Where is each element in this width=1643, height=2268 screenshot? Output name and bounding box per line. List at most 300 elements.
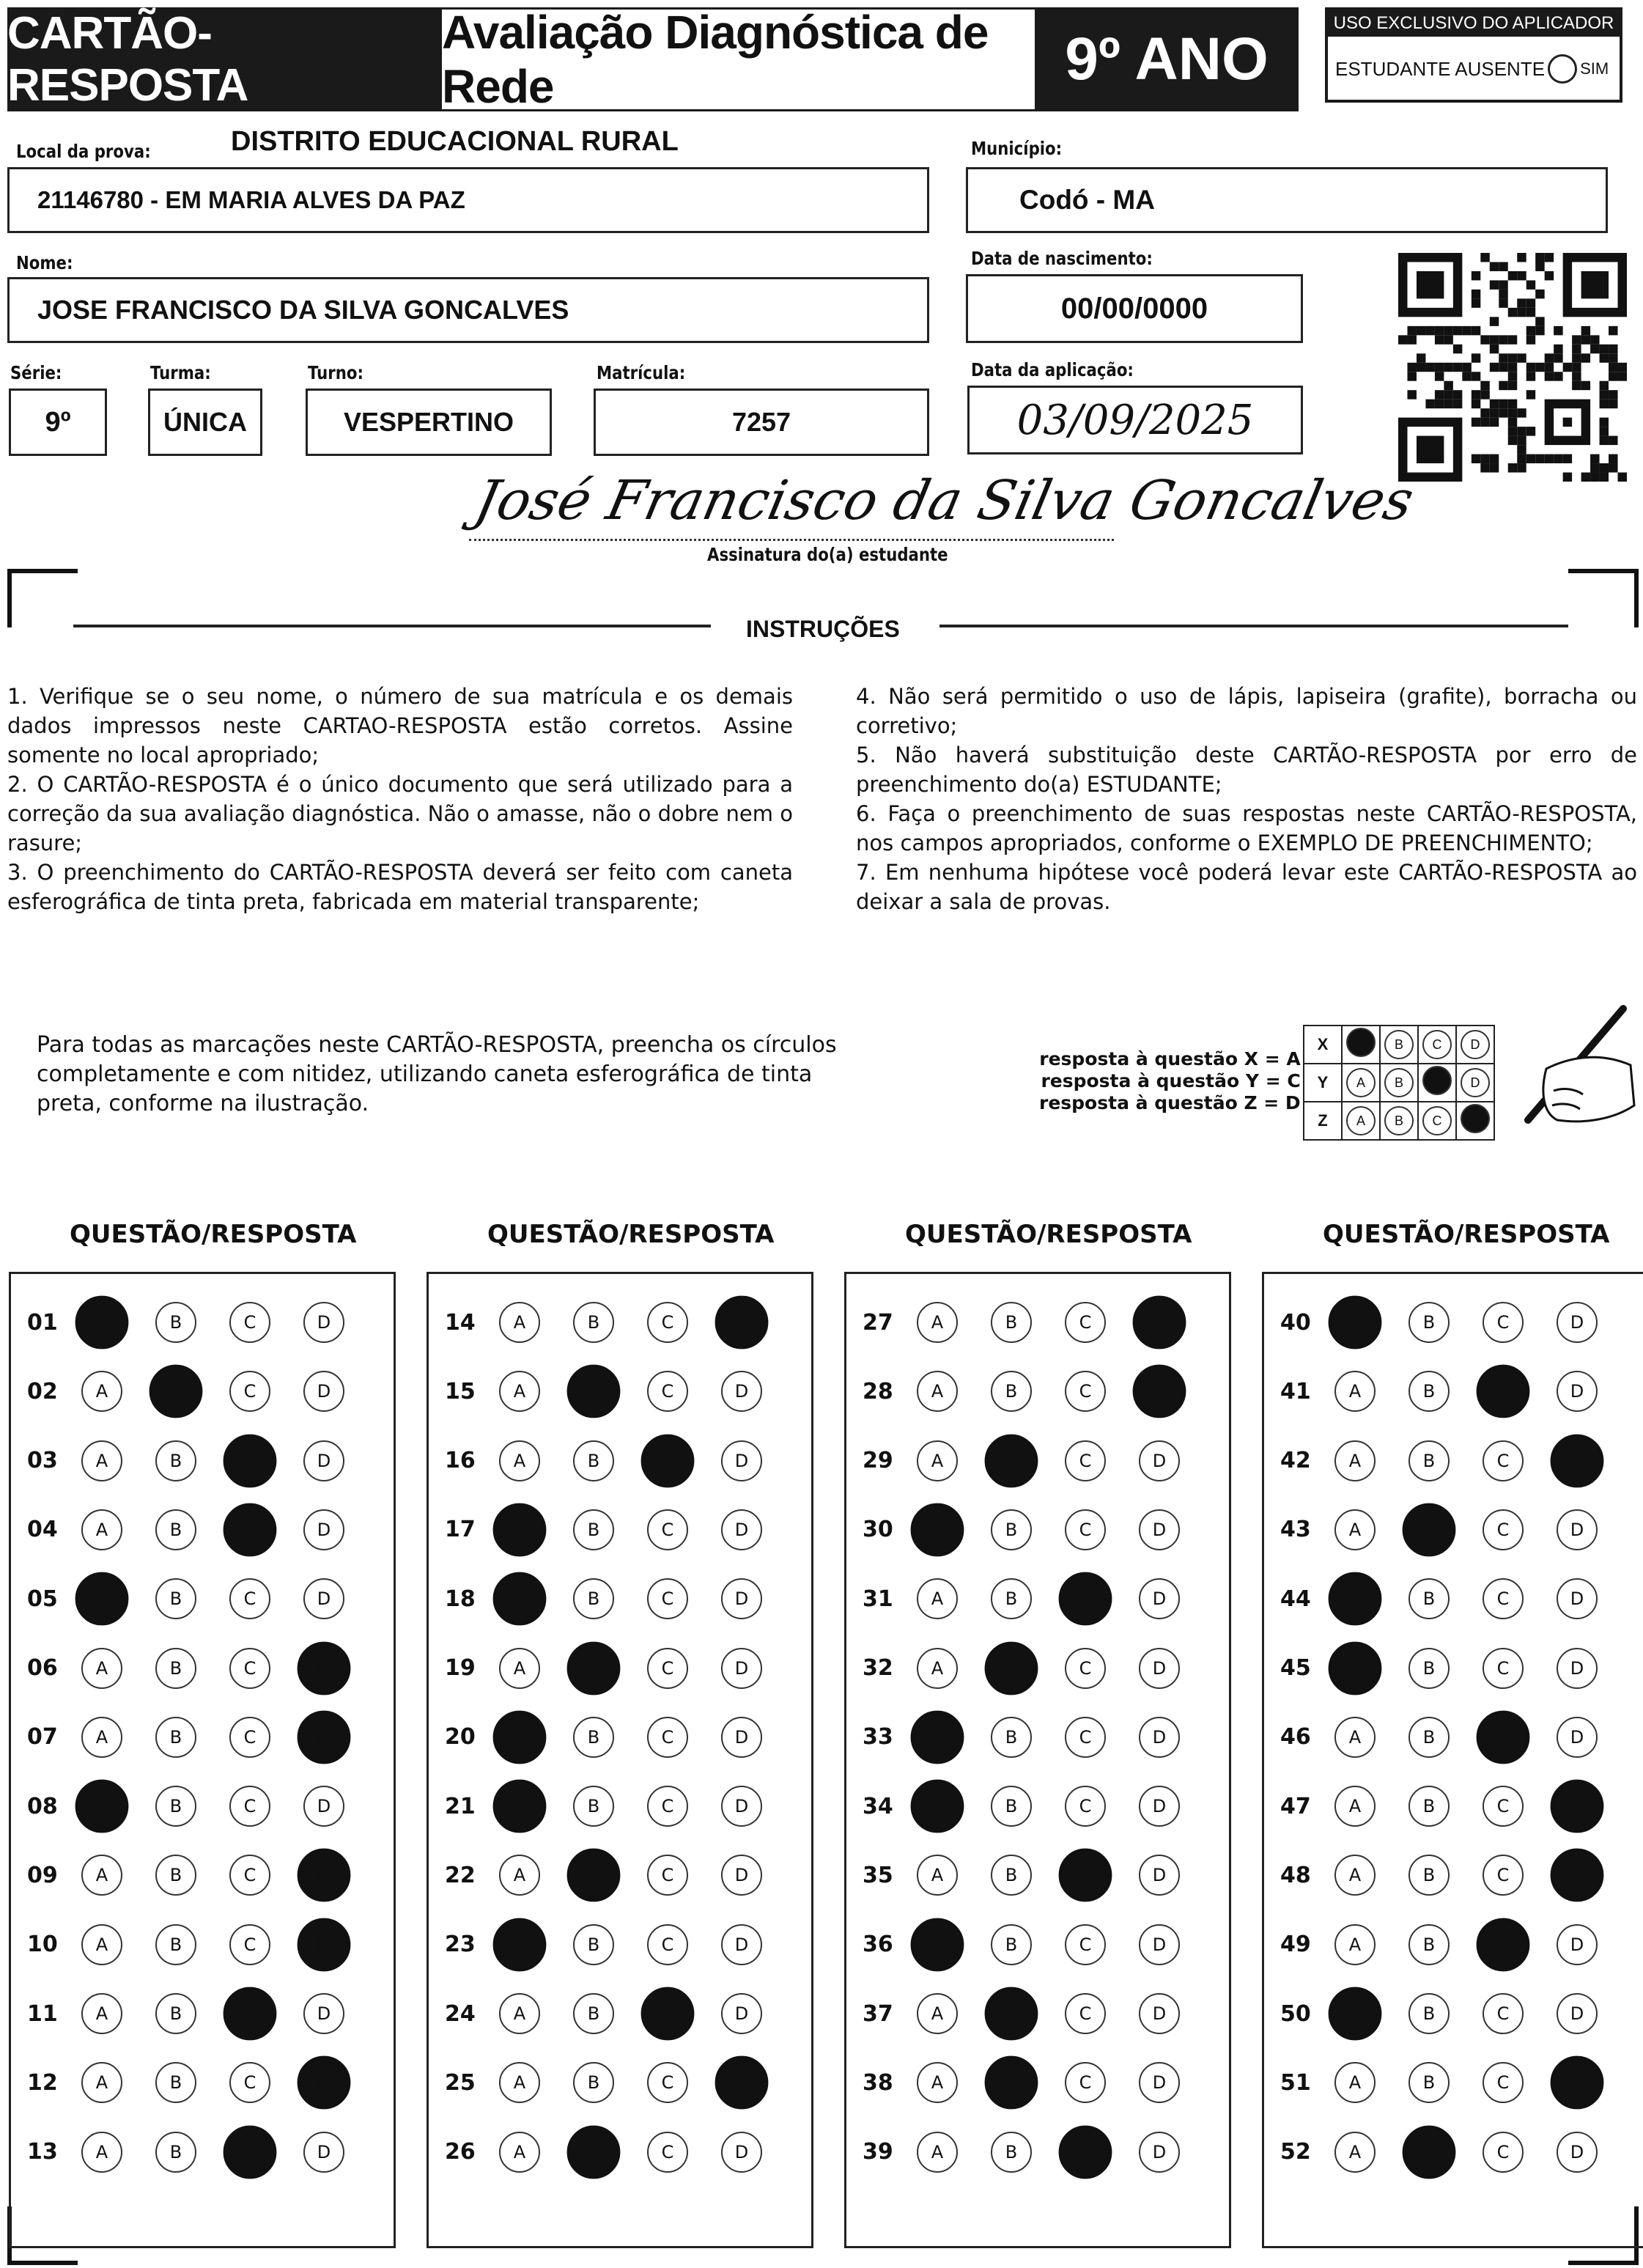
answer-bubble[interactable]: A (1334, 2062, 1376, 2103)
answer-bubble[interactable]: D (1557, 1578, 1598, 1619)
answer-bubble[interactable]: D (303, 1440, 344, 1481)
instruction-1: 1. Verifique se o seu nome, o número de sua matrícula e os demais dados impressos neste CARTAO-RESPOSTA estão corretos. Assine somente no local apropriado; (7, 684, 793, 767)
example-row (1304, 1102, 1494, 1140)
answer-bubble[interactable]: B (155, 1648, 196, 1689)
example-bubble: C (1422, 1106, 1452, 1135)
example-legend (1039, 1048, 1301, 1114)
answer-bubble[interactable]: D (303, 2132, 344, 2173)
qr-module (1490, 317, 1499, 325)
answer-bubble[interactable]: D (721, 1993, 762, 2034)
answer-bubble[interactable]: D (298, 1710, 351, 1764)
answer-bubble[interactable]: B (155, 1440, 196, 1481)
answer-bubble[interactable]: A (81, 1371, 122, 1412)
answer-bubble[interactable]: B (1408, 1786, 1450, 1827)
qr-module (1526, 280, 1535, 289)
answer-bubble[interactable]: C (229, 1578, 270, 1619)
answer-bubble[interactable]: D (1557, 1717, 1598, 1758)
answer-bubble[interactable]: C (647, 1717, 688, 1758)
answer-bubble[interactable]: D (721, 2132, 762, 2173)
question-number: 09 (27, 1862, 58, 1888)
example-table (1303, 1025, 1495, 1141)
answer-bubble[interactable]: A (499, 1371, 540, 1412)
answer-bubble[interactable]: B (573, 1993, 614, 2034)
answer-bubble[interactable]: D (303, 1302, 344, 1343)
answer-bubble[interactable]: D (1139, 1648, 1180, 1689)
answer-bubble[interactable]: A (917, 1648, 958, 1689)
qr-module (1609, 353, 1617, 362)
answer-bubble[interactable]: C (647, 1786, 688, 1827)
qr-module (1517, 408, 1526, 417)
answer-bubble[interactable]: C (1059, 1849, 1112, 1902)
answer-bubble[interactable]: C (1483, 1509, 1524, 1550)
qr-module (1600, 418, 1609, 427)
answer-bubble[interactable]: C (647, 1924, 688, 1965)
example-bubble (1346, 1028, 1376, 1057)
answer-bubble[interactable]: A (81, 2062, 122, 2103)
answer-bubble[interactable]: C (1065, 1440, 1106, 1481)
answer-bubble[interactable]: D (721, 1578, 762, 1619)
answer-bubble[interactable]: D (298, 1918, 351, 1971)
answer-bubble[interactable]: A (1334, 1440, 1376, 1481)
answer-bubble[interactable]: D (1557, 1924, 1598, 1965)
answer-bubble[interactable]: D (1139, 2062, 1180, 2103)
answer-bubble[interactable]: D (1551, 1780, 1604, 1833)
question-number: 15 (445, 1378, 476, 1404)
answer-bubble[interactable]: B (985, 1987, 1038, 2041)
answer-bubble[interactable]: C (229, 1302, 270, 1343)
answer-bubble[interactable]: B (991, 2132, 1032, 2173)
answer-bubble[interactable]: B (573, 1924, 614, 1965)
answer-bubble[interactable]: C (224, 2125, 277, 2179)
legend-z: resposta à questão Z = D (1039, 1092, 1301, 1113)
answer-bubble[interactable]: A (911, 1918, 964, 1971)
answer-bubble[interactable]: A (499, 2132, 540, 2173)
answer-bubble[interactable]: C (1059, 2125, 1112, 2179)
answer-bubble[interactable]: B (1408, 1302, 1450, 1343)
answer-bubble[interactable]: A (1334, 1786, 1376, 1827)
answer-bubble[interactable]: B (1408, 1993, 1450, 2034)
answer-bubble[interactable]: A (499, 1648, 540, 1689)
qr-module (1407, 335, 1416, 344)
answer-bubble[interactable]: C (229, 1648, 270, 1689)
nome-label: Nome: (16, 252, 73, 273)
answer-bubble[interactable]: C (1477, 1710, 1530, 1764)
answer-bubble[interactable]: C (229, 1855, 270, 1896)
answer-bubble[interactable]: D (721, 1786, 762, 1827)
answer-bubble[interactable]: B (991, 1371, 1032, 1412)
answer-panel-2 (427, 1272, 813, 2248)
qr-module (1554, 353, 1562, 362)
qr-module (1472, 353, 1480, 362)
answer-bubble[interactable]: D (1139, 1717, 1180, 1758)
answer-bubble[interactable]: A (499, 2062, 540, 2103)
answer-bubble[interactable]: C (229, 1717, 270, 1758)
qr-module (1600, 427, 1609, 435)
qr-module (1480, 381, 1489, 390)
answer-bubble[interactable]: C (1065, 2062, 1106, 2103)
answer-bubble[interactable]: D (303, 1993, 344, 2034)
answer-bubble[interactable]: A (911, 1710, 964, 1764)
qr-module (1480, 253, 1489, 262)
answer-bubble[interactable]: B (985, 1434, 1038, 1487)
answer-bubble[interactable]: A (75, 1296, 129, 1350)
question-row (429, 1635, 816, 1702)
local-label: Local da prova: (16, 141, 151, 162)
qr-module (1554, 326, 1562, 335)
serie-label: Série: (10, 362, 62, 383)
answer-bubble[interactable]: D (1551, 1849, 1604, 1902)
answer-bubble[interactable]: C (229, 2062, 270, 2103)
qr-module (1600, 390, 1609, 399)
turma-label: Turma: (150, 362, 211, 383)
question-number: 45 (1280, 1655, 1311, 1681)
answer-bubble[interactable]: B (1408, 1924, 1450, 1965)
answer-bubble[interactable]: B (1408, 2062, 1450, 2103)
answer-bubble[interactable]: D (1139, 2132, 1180, 2173)
answer-bubble[interactable]: B (1408, 1578, 1450, 1619)
question-number: 31 (863, 1586, 893, 1612)
answer-bubble[interactable]: D (303, 1578, 344, 1619)
answer-panel-3 (844, 1272, 1231, 2248)
answer-bubble[interactable]: D (721, 1509, 762, 1550)
answer-bubble[interactable]: B (155, 1302, 196, 1343)
answer-panel-4 (1262, 1272, 1643, 2248)
question-number: 32 (863, 1655, 893, 1681)
answer-bubble[interactable]: D (1551, 1434, 1604, 1487)
answer-bubble[interactable]: C (1065, 1786, 1106, 1827)
example-row (1304, 1026, 1494, 1064)
answer-bubble[interactable]: B (155, 1509, 196, 1550)
question-row (846, 1635, 1233, 1702)
answer-bubble[interactable]: B (573, 1786, 614, 1827)
answer-bubble[interactable]: D (1557, 1371, 1598, 1412)
answer-bubble[interactable]: A (81, 1509, 122, 1550)
answer-bubble[interactable]: C (647, 1648, 688, 1689)
answer-bubble[interactable]: A (911, 1780, 964, 1833)
example-bubble (1422, 1066, 1452, 1095)
answer-bubble[interactable]: C (1065, 1509, 1106, 1550)
answer-bubble[interactable]: D (303, 1371, 344, 1412)
answer-bubble[interactable]: A (917, 1302, 958, 1343)
qr-module (1508, 436, 1517, 445)
answer-bubble[interactable]: A (917, 1578, 958, 1619)
qr-module (1600, 473, 1609, 482)
answer-bubble[interactable]: C (1065, 1993, 1106, 2034)
answer-bubble[interactable]: A (1334, 1717, 1376, 1758)
answer-bubble[interactable]: C (1483, 1302, 1524, 1343)
answer-bubble[interactable]: B (1408, 1855, 1450, 1896)
answer-bubble[interactable]: D (721, 1717, 762, 1758)
question-number: 50 (1280, 2000, 1311, 2027)
answer-bubble[interactable]: C (647, 1855, 688, 1896)
answer-bubble[interactable]: D (1557, 1509, 1598, 1550)
qr-module (1517, 253, 1526, 262)
answer-bubble[interactable]: B (991, 1717, 1032, 1758)
answer-bubble[interactable]: D (1139, 1578, 1180, 1619)
qr-module (1499, 298, 1507, 307)
answer-bubble[interactable]: D (1557, 1993, 1598, 2034)
question-number: 06 (27, 1655, 58, 1681)
answer-bubble[interactable]: C (1483, 2062, 1524, 2103)
answer-bubble[interactable]: A (917, 2062, 958, 2103)
answer-bubble[interactable]: A (493, 1780, 547, 1833)
instruction-4: 4. Não será permitido o uso de lápis, lapiseira (grafite), borracha ou corretivo; (856, 684, 1637, 738)
question-number: 14 (445, 1309, 476, 1336)
answer-bubble[interactable]: A (1334, 1855, 1376, 1896)
answer-bubble[interactable]: B (1408, 1440, 1450, 1481)
question-number: 41 (1280, 1378, 1311, 1404)
answer-bubble[interactable]: B (991, 1924, 1032, 1965)
answer-bubble[interactable]: C (1065, 1648, 1106, 1689)
question-number: 51 (1280, 2069, 1311, 2096)
answer-bubble[interactable]: B (149, 1365, 203, 1418)
answer-bubble[interactable]: B (155, 1578, 196, 1619)
answer-bubble[interactable]: D (1557, 1302, 1598, 1343)
answer-bubble[interactable]: C (1059, 1572, 1112, 1626)
answer-bubble[interactable]: C (647, 2132, 688, 2173)
answer-bubble[interactable]: B (567, 2125, 621, 2179)
answer-bubble[interactable]: C (1065, 1302, 1106, 1343)
answer-bubble[interactable]: A (917, 2132, 958, 2173)
qr-module (1435, 335, 1444, 344)
qr-module (1472, 454, 1480, 463)
question-number: 20 (445, 1724, 476, 1750)
answer-bubble[interactable]: D (1139, 1924, 1180, 1965)
answer-bubble[interactable]: A (493, 1572, 547, 1626)
answer-bubble[interactable]: B (991, 1855, 1032, 1896)
answer-bubble[interactable]: C (1483, 2132, 1524, 2173)
answer-bubble[interactable]: C (1065, 1371, 1106, 1412)
qr-module (1609, 454, 1617, 463)
question-row (11, 1635, 398, 1702)
example-cell (1456, 1026, 1494, 1064)
question-number: 07 (27, 1724, 58, 1750)
answer-bubble[interactable]: A (493, 1503, 547, 1556)
answer-bubble[interactable]: C (1483, 1440, 1524, 1481)
question-number: 33 (863, 1724, 893, 1750)
answer-bubble[interactable]: B (573, 2062, 614, 2103)
qr-module (1600, 463, 1609, 472)
answer-bubble[interactable]: D (1139, 1786, 1180, 1827)
answer-bubble[interactable]: B (991, 1578, 1032, 1619)
answer-bubble[interactable]: C (224, 1503, 277, 1556)
question-row (846, 1980, 1233, 2047)
answer-bubble[interactable]: A (81, 1648, 122, 1689)
answer-bubble[interactable]: A (499, 1440, 540, 1481)
answer-bubble[interactable]: D (1139, 1440, 1180, 1481)
qr-module (1618, 363, 1627, 372)
qr-module (1590, 473, 1599, 482)
answer-bubble[interactable]: D (721, 1440, 762, 1481)
answer-bubble[interactable]: C (1483, 1993, 1524, 2034)
answer-bubble[interactable]: A (81, 1924, 122, 1965)
qr-module (1508, 308, 1517, 317)
example-cell (1342, 1102, 1380, 1140)
answer-bubble[interactable]: C (1477, 1918, 1530, 1971)
answer-bubble[interactable]: D (721, 1648, 762, 1689)
answer-bubble[interactable]: B (573, 1302, 614, 1343)
answer-bubble[interactable]: D (1133, 1365, 1186, 1418)
answer-bubble[interactable]: B (573, 1717, 614, 1758)
question-row (429, 1980, 816, 2047)
answer-bubble[interactable]: B (573, 1578, 614, 1619)
applicator-box (1325, 7, 1622, 103)
example-bubble: D (1461, 1068, 1490, 1097)
qr-module (1517, 454, 1526, 463)
answer-bubble[interactable]: B (155, 1786, 196, 1827)
answer-bubble[interactable]: A (493, 1918, 547, 1971)
answer-bubble[interactable]: B (155, 1855, 196, 1896)
instr-rule-left (73, 625, 711, 627)
answer-bubble[interactable]: B (573, 1440, 614, 1481)
answer-bubble[interactable]: C (647, 1302, 688, 1343)
answer-bubble[interactable]: D (1551, 2056, 1604, 2110)
answer-bubble[interactable]: B (985, 2056, 1038, 2110)
qr-module (1453, 390, 1462, 399)
answer-bubble[interactable]: D (715, 1296, 769, 1350)
answer-bubble[interactable]: B (985, 1641, 1038, 1695)
qr-module (1526, 454, 1535, 463)
answer-bubble[interactable]: D (1139, 1509, 1180, 1550)
answer-bubble[interactable]: B (567, 1365, 621, 1418)
answer-bubble[interactable]: D (721, 1371, 762, 1412)
answer-bubble[interactable]: B (1408, 1648, 1450, 1689)
answer-bubble[interactable]: B (567, 1849, 621, 1902)
answer-bubble[interactable]: D (298, 2056, 351, 2110)
answer-bubble[interactable]: C (641, 1987, 695, 2041)
answer-bubble[interactable]: B (991, 1509, 1032, 1550)
answer-bubble[interactable]: D (1557, 1648, 1598, 1689)
answer-bubble[interactable]: C (224, 1434, 277, 1487)
answer-bubble[interactable]: B (155, 2132, 196, 2173)
answer-bubble[interactable]: C (1477, 1365, 1530, 1418)
turma-field: ÚNICA (148, 389, 262, 456)
question-number: 36 (863, 1932, 893, 1958)
answer-bubble[interactable]: B (1408, 1717, 1450, 1758)
answer-bubble[interactable]: C (229, 1371, 270, 1412)
answer-bubble[interactable]: B (573, 1509, 614, 1550)
answer-bubble[interactable]: B (1403, 1503, 1456, 1556)
answer-bubble[interactable]: B (991, 1302, 1032, 1343)
answer-bubble[interactable]: A (1329, 1641, 1382, 1695)
question-number: 24 (445, 2000, 476, 2027)
answer-bubble[interactable]: A (917, 1993, 958, 2034)
answer-bubble[interactable]: C (1483, 1648, 1524, 1689)
answer-bubble[interactable]: A (1334, 1371, 1376, 1412)
answer-bubble[interactable]: D (298, 1641, 351, 1695)
answer-bubble[interactable]: A (81, 1440, 122, 1481)
question-row (1264, 1565, 1643, 1632)
answer-bubble[interactable]: C (1065, 1717, 1106, 1758)
answer-bubble[interactable]: B (991, 1786, 1032, 1827)
column-header-4: QUESTÃO/RESPOSTA (1323, 1220, 1610, 1249)
answer-bubble[interactable]: C (224, 1987, 277, 2041)
qr-module (1490, 345, 1499, 353)
answer-bubble[interactable]: D (303, 1786, 344, 1827)
answer-bubble[interactable]: B (1408, 1371, 1450, 1412)
question-row (846, 1704, 1233, 1771)
question-number: 16 (445, 1448, 476, 1474)
answer-bubble[interactable]: A (917, 1440, 958, 1481)
question-number: 04 (27, 1517, 58, 1543)
applicator-title: USO EXCLUSIVO DO APLICADOR (1328, 10, 1620, 37)
answer-bubble[interactable]: A (499, 1302, 540, 1343)
answer-bubble[interactable]: A (1334, 1924, 1376, 1965)
answer-bubble[interactable]: C (1065, 1924, 1106, 1965)
answer-bubble[interactable]: A (499, 1855, 540, 1896)
answer-bubble[interactable]: C (647, 1509, 688, 1550)
answer-bubble[interactable]: A (1334, 2132, 1376, 2173)
answer-bubble[interactable]: D (1139, 1993, 1180, 2034)
absent-bubble[interactable] (1548, 54, 1577, 84)
answer-bubble[interactable]: D (1139, 1855, 1180, 1896)
answer-bubble[interactable]: A (81, 2132, 122, 2173)
answer-bubble[interactable]: A (1329, 1296, 1382, 1350)
answer-bubble[interactable]: C (1483, 1578, 1524, 1619)
answer-bubble[interactable]: D (1557, 2132, 1598, 2173)
answer-bubble[interactable]: A (911, 1503, 964, 1556)
answer-bubble[interactable]: C (1483, 1855, 1524, 1896)
answer-bubble[interactable]: B (155, 1717, 196, 1758)
nasc-label: Data de nascimento: (971, 248, 1153, 269)
answer-bubble[interactable]: D (721, 1924, 762, 1965)
answer-bubble[interactable]: C (1483, 1786, 1524, 1827)
answer-bubble[interactable]: A (1334, 1509, 1376, 1550)
answer-bubble[interactable]: A (917, 1855, 958, 1896)
qr-module (1480, 418, 1489, 427)
answer-bubble[interactable]: A (499, 1993, 540, 2034)
answer-bubble[interactable]: C (229, 1786, 270, 1827)
answer-bubble[interactable]: A (493, 1710, 547, 1764)
answer-bubble[interactable]: A (917, 1371, 958, 1412)
answer-bubble[interactable]: A (81, 1855, 122, 1896)
answer-bubble[interactable]: D (721, 1855, 762, 1896)
qr-module (1517, 463, 1526, 472)
qr-module (1526, 363, 1535, 372)
answer-bubble[interactable]: C (229, 1924, 270, 1965)
answer-bubble[interactable]: B (155, 2062, 196, 2103)
answer-bubble[interactable]: D (298, 1849, 351, 1902)
answer-bubble[interactable]: D (715, 2056, 769, 2110)
answer-bubble[interactable]: C (647, 1578, 688, 1619)
answer-bubble[interactable]: D (303, 1509, 344, 1550)
answer-bubble[interactable]: A (75, 1572, 129, 1626)
answer-bubble[interactable]: C (647, 1371, 688, 1412)
example-cell (1456, 1064, 1494, 1102)
answer-bubble[interactable]: B (567, 1641, 621, 1695)
answer-bubble[interactable]: C (641, 1434, 695, 1487)
answer-bubble[interactable]: D (1133, 1296, 1186, 1350)
question-number: 44 (1280, 1586, 1311, 1612)
answer-bubble[interactable]: A (1329, 1572, 1382, 1626)
answer-bubble[interactable]: A (81, 1717, 122, 1758)
answer-bubble[interactable]: A (81, 1993, 122, 2034)
question-number: 35 (863, 1862, 893, 1888)
nome-field: JOSE FRANCISCO DA SILVA GONCALVES (7, 277, 929, 343)
question-row (429, 1427, 816, 1495)
answer-bubble[interactable]: A (75, 1780, 129, 1833)
qr-module (1508, 271, 1517, 280)
answer-bubble[interactable]: B (1403, 2125, 1456, 2179)
qr-module (1425, 400, 1434, 408)
answer-bubble[interactable]: B (155, 1924, 196, 1965)
qr-module (1407, 390, 1416, 399)
answer-bubble[interactable]: A (1329, 1987, 1382, 2041)
answer-bubble[interactable]: B (155, 1993, 196, 2034)
answer-bubble[interactable]: C (647, 2062, 688, 2103)
corner-mark-top-right (1568, 569, 1639, 627)
qr-module (1490, 463, 1499, 472)
